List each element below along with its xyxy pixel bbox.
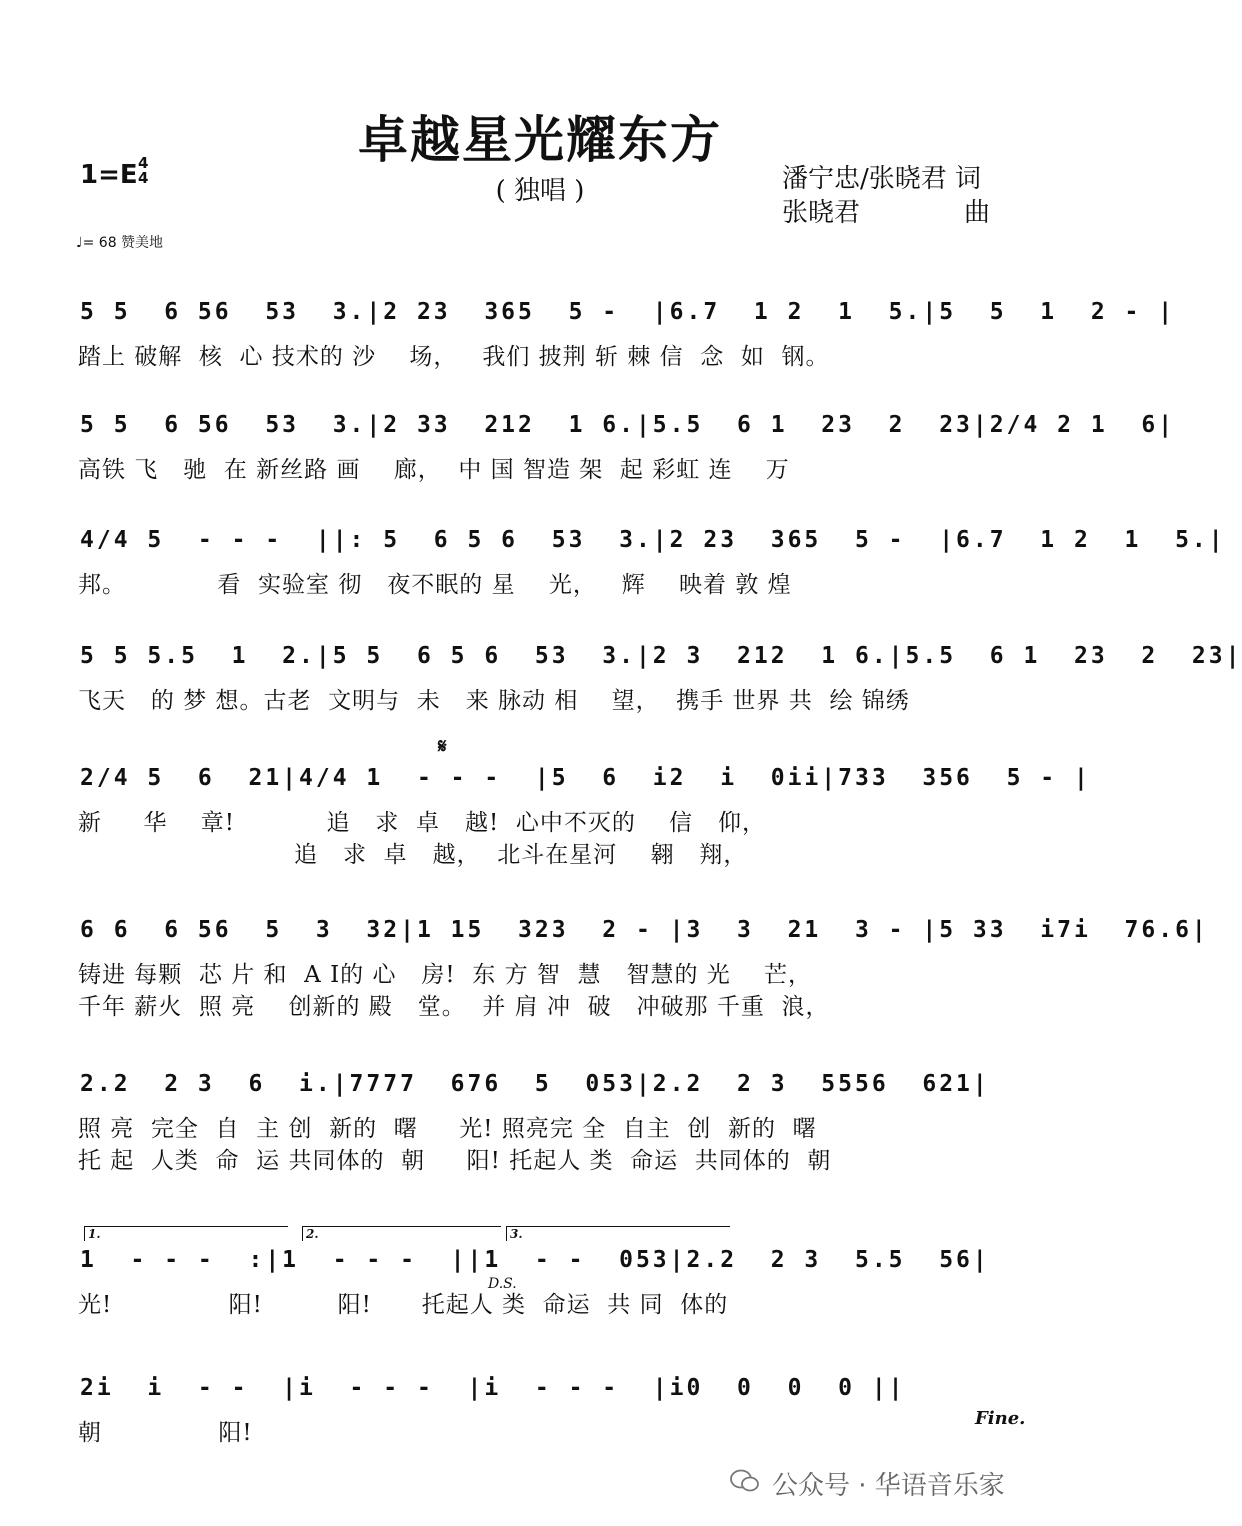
lyric-row: 高铁 飞 驰 在 新丝路 画 廊， 中 国 智造 架 起 彩虹 连 万 — [78, 457, 790, 483]
notation-row: 6 6 6 56 5 3 32|1 15 323 2 - |3 3 21 3 - |5 33 i7i 76.6| — [80, 917, 1209, 943]
lyric-row: 照 亮 完全 自 主 创 新的 曙 光! 照亮完 全 自主 创 新的 曙 — [78, 1116, 817, 1142]
fine-marking: Fine. — [975, 1408, 1026, 1429]
time-signature-bottom: 4 — [138, 169, 149, 187]
lyric-row: 朝 阳! — [78, 1420, 253, 1446]
lyric-row-verse-2: 千年 薪火 照 亮 创新的 殿 堂。 并 肩 冲 破 冲破那 千重 浪， — [78, 994, 830, 1020]
notation-row: 1 - - - :|1 - - - ||1 - - 053|2.2 2 3 5.5 56| — [80, 1247, 990, 1273]
lyric-row-verse-2: 托 起 人类 命 运 共同体的 朝 阳! 托起人 类 命运 共同体的 朝 — [78, 1148, 832, 1174]
notation-row: 5 5 5.5 1 2.|5 5 6 5 6 53 3.|2 3 212 1 6.|5.5 6 1 23 2 23| — [80, 643, 1242, 669]
notation-row: 2i i - - |i - - - |i - - - |i0 0 0 0 || — [80, 1375, 906, 1401]
composer-credit: 张晓君 曲 — [782, 198, 991, 228]
song-subtitle: ( 独唱 ) — [495, 176, 585, 206]
notation-row: 2/4 5 6 21|4/4 1 - - - |5 6 i2 i 0ii|733 356 5 - | — [80, 765, 1091, 791]
notation-row: 2.2 2 3 6 i.|7777 676 5 053|2.2 2 3 5556 621| — [80, 1071, 990, 1097]
watermark-text: 公众号 · 华语音乐家 — [772, 1471, 1005, 1501]
lyric-row: 光! 阳! 阳! 托起人 类 命运 共 同 体的 — [78, 1292, 729, 1318]
lyricist-credit: 潘宁忠/张晓君 词 — [782, 164, 982, 194]
lyric-row: 新 华 章! 追 求 卓 越! 心中不灭的 信 仰， — [78, 810, 766, 836]
segno-sign: 𝄋 — [438, 734, 447, 758]
notation-row: 4/4 5 - - - ||: 5 6 5 6 53 3.|2 23 365 5 - |6.7 1 2 1 5.| — [80, 527, 1226, 553]
volta-2: 2. — [302, 1226, 501, 1241]
lyric-row: 铸进 每颗 芯 片 和 A I的 心 房! 东 方 智 慧 智慧的 光 芒， — [78, 962, 813, 988]
volta-3: 3. — [506, 1226, 730, 1241]
notation-row: 5 5 6 56 53 3.|2 23 365 5 - |6.7 1 2 1 5.|5 5 1 2 - | — [80, 299, 1176, 325]
dal-segno-marking: D.S. — [488, 1276, 517, 1292]
lyric-row: 踏上 破解 核 心 技术的 沙 场， 我们 披荆 斩 棘 信 念 如 钢。 — [78, 344, 830, 370]
lyric-row: 飞天 的 梦 想。古老 文明与 未 来 脉动 相 望， 携手 世界 共 绘 锦绣 — [78, 688, 910, 714]
wechat-icon — [730, 1468, 760, 1494]
volta-1: 1. — [84, 1226, 288, 1241]
notation-row: 5 5 6 56 53 3.|2 33 212 1 6.|5.5 6 1 23 2 23|2/4 2 1 6| — [80, 412, 1176, 438]
time-signature-top: 4 — [138, 154, 149, 172]
song-title: 卓越星光耀东方 — [358, 110, 722, 169]
lyric-row: 邦。 看 实验室 彻 夜不眠的 星 光， 辉 映着 敦 煌 — [78, 572, 792, 598]
time-signature — [138, 156, 148, 186]
lyric-row-verse-2: 追 求 卓 越， 北斗在星河 翱 翔， — [78, 842, 748, 868]
key-signature: 1=E — [80, 160, 138, 190]
tempo-marking: ♩= 68 赞美地 — [76, 235, 164, 251]
